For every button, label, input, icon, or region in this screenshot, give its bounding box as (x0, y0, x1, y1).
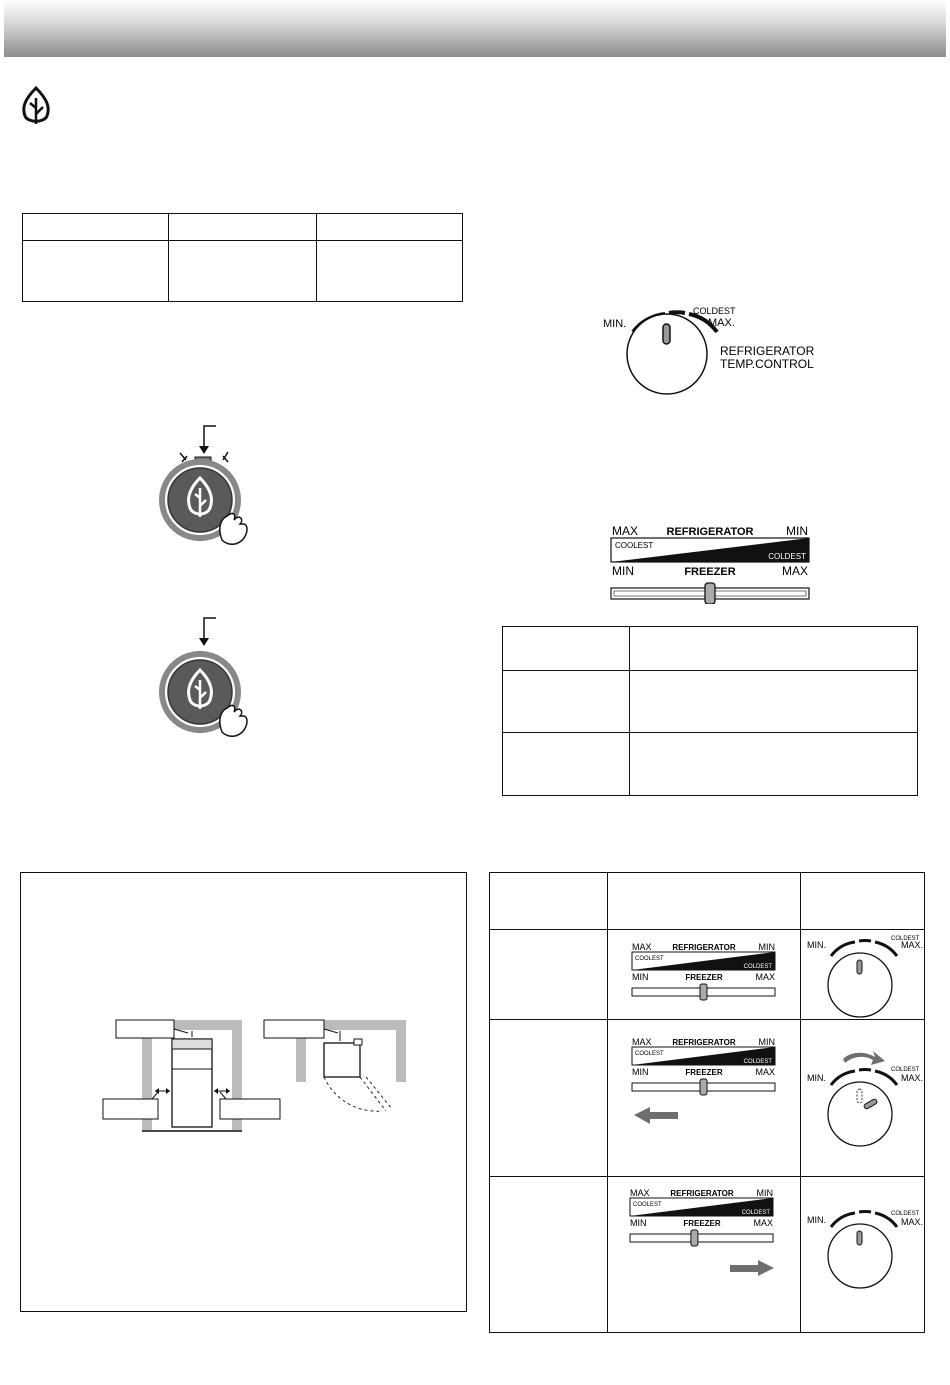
dial-caption-line1: REFRIGERATOR (720, 344, 815, 358)
mini-min-left: MIN (632, 1067, 649, 1077)
row3-dial (805, 1203, 923, 1293)
slider-max-right: MAX (781, 564, 808, 578)
mini-refrigerator-title: REFRIGERATOR (670, 1189, 734, 1198)
row2-slider-panel (630, 1035, 778, 1127)
mini-dial-max: MAX. (901, 940, 923, 950)
mini-dial-min: MIN. (807, 1073, 826, 1083)
refrigerator-freezer-slider-panel (608, 520, 813, 604)
mini-dial-max: MAX. (901, 1073, 923, 1083)
table-cell (630, 627, 918, 671)
eco-leaf-icon (18, 84, 54, 128)
mini-max-left: MAX (630, 1188, 650, 1198)
mini-max-right: MAX (755, 1067, 775, 1077)
rotate-clockwise-arrow-icon (843, 1051, 885, 1065)
mode-table (22, 213, 463, 302)
dial-max-label: MAX. (708, 317, 735, 329)
table-cell (503, 733, 630, 796)
mini-dial-coldest: COLDEST (891, 936, 920, 942)
mini-coolest: COOLEST (635, 956, 664, 962)
slider-coldest-label: COLDEST (768, 552, 806, 561)
mini-min-right: MIN (758, 942, 775, 952)
row3-slider-panel (628, 1186, 776, 1278)
table-cell (630, 671, 918, 733)
table-cell (169, 214, 317, 241)
mini-min-left: MIN (630, 1218, 647, 1228)
row2-dial (805, 1045, 923, 1150)
mini-dial-min: MIN. (807, 940, 826, 950)
mini-dial-max: MAX. (901, 1217, 923, 1227)
refrigerator-temp-dial (595, 300, 825, 405)
table-cell (317, 241, 463, 302)
arrow-right-icon (730, 1260, 774, 1276)
slider-settings-table (502, 626, 918, 796)
mini-coolest: COOLEST (635, 1051, 664, 1057)
mini-coldest: COLDEST (743, 964, 772, 970)
slider-min-right: MIN (786, 524, 808, 538)
table-cell (490, 873, 608, 930)
header-bar (4, 0, 946, 57)
slider-knob (705, 583, 715, 604)
slider-freezer-title: FREEZER (684, 566, 736, 578)
mini-freezer-title: FREEZER (685, 973, 723, 982)
dial-coldest-label: COLDEST (693, 306, 736, 316)
mini-refrigerator-title: REFRIGERATOR (672, 943, 736, 952)
mini-freezer-title: FREEZER (685, 1068, 723, 1077)
mini-dial-coldest: COLDEST (891, 1211, 920, 1217)
eco-button-illustration (150, 612, 270, 742)
mini-max-right: MAX (755, 972, 775, 982)
table-cell (608, 873, 801, 930)
table-cell (23, 241, 169, 302)
table-cell (169, 241, 317, 302)
slider-min-left: MIN (612, 564, 634, 578)
table-cell (490, 1177, 608, 1333)
table-cell (503, 671, 630, 733)
table-cell (317, 214, 463, 241)
table-cell (801, 873, 925, 930)
mini-max-left: MAX (632, 1037, 652, 1047)
slider-max-left: MAX (612, 524, 639, 538)
slider-coolest-label: COOLEST (615, 541, 654, 550)
eco-button-lit-illustration (150, 420, 270, 550)
mini-max-right: MAX (753, 1218, 773, 1228)
table-cell (503, 627, 630, 671)
row1-slider-panel (630, 940, 778, 1002)
mini-min-left: MIN (632, 972, 649, 982)
table-cell (630, 733, 918, 796)
dial-caption-line2: TEMP.CONTROL (720, 357, 814, 371)
mini-freezer-title: FREEZER (683, 1219, 721, 1228)
mini-dial-coldest: COLDEST (891, 1067, 920, 1073)
table-cell (23, 214, 169, 241)
mini-coolest: COOLEST (633, 1202, 662, 1208)
table-cell (490, 930, 608, 1020)
mini-refrigerator-title: REFRIGERATOR (672, 1038, 736, 1047)
mini-dial-min: MIN. (807, 1215, 826, 1225)
mini-coldest: COLDEST (741, 1210, 770, 1216)
mini-slider-knob (700, 984, 707, 1000)
installation-clearance-diagram (100, 1015, 410, 1140)
arrow-left-icon (634, 1107, 678, 1124)
mini-slider-knob (700, 1079, 707, 1095)
mini-min-right: MIN (758, 1037, 775, 1047)
row1-dial (805, 932, 923, 1022)
mini-slider-knob (691, 1230, 698, 1246)
mini-max-left: MAX (632, 942, 652, 952)
dial-min-label: MIN. (603, 318, 627, 330)
slider-refrigerator-title: REFRIGERATOR (666, 526, 754, 538)
mini-min-right: MIN (756, 1188, 773, 1198)
table-cell (490, 1020, 608, 1177)
mini-coldest: COLDEST (743, 1059, 772, 1065)
